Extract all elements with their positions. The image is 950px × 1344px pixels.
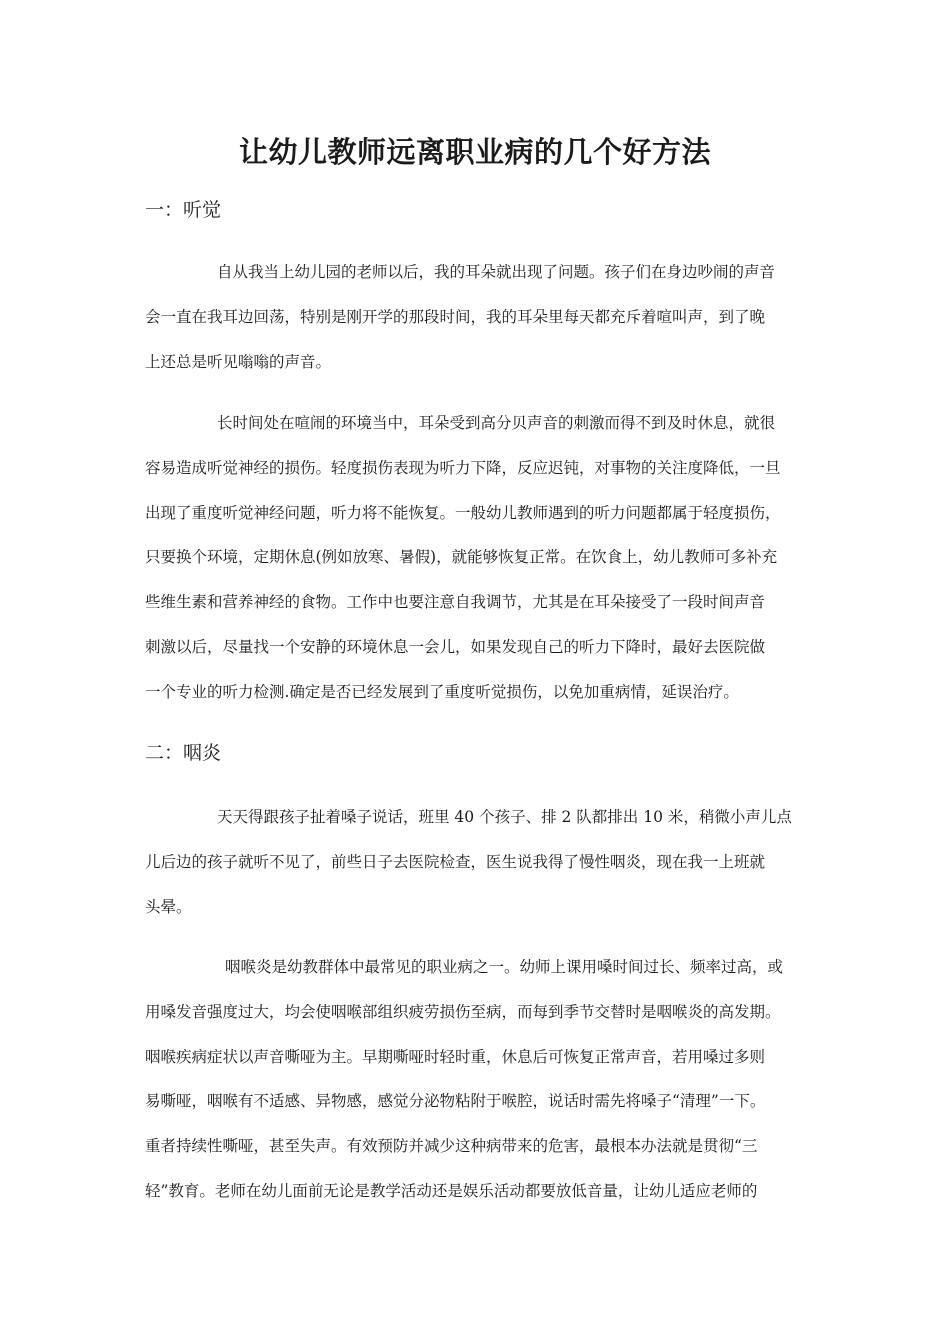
text-line: 天天得跟孩子扯着嗓子说话，班里 40 个孩子、排 2 队都排出 10 米，稍微小声儿点 <box>217 808 792 826</box>
text-line: 只要换个环境，定期休息(例如放寒、暑假)，就能够恢复正常。在饮食上，幼儿教师可多补充 <box>145 548 778 567</box>
paragraph-hearing-1 <box>145 250 817 384</box>
document-title: 让幼儿教师远离职业病的几个好方法 <box>238 135 711 169</box>
paragraph-hearing-2 <box>145 401 817 715</box>
section-heading-hearing: 一：听觉 <box>145 199 222 221</box>
text-line: 出现了重度听觉神经问题，听力将不能恢复。一般幼儿教师遇到的听力问题都属于轻度损伤， <box>145 503 781 522</box>
text-line: 自从我当上幼儿园的老师以后，我的耳朵就出现了问题。孩子们在身边吵闹的声音 <box>217 263 776 281</box>
text-line: 易嘶哑，咽喉有不适感、异物感，感觉分泌物粘附于喉腔，说话时需先将嗓子“清理”一下。 <box>145 1092 766 1111</box>
text-line: 上还总是听见嗡嗡的声音。 <box>145 352 332 371</box>
text-line: 咽喉疾病症状以声音嘶哑为主。早期嘶哑时轻时重，休息后可恢复正常声音，若用嗓过多则 <box>145 1047 766 1066</box>
text-line: 轻”教育。老师在幼儿面前无论是教学活动还是娱乐活动都要放低音量，让幼儿适应老师的 <box>145 1181 758 1200</box>
text-line: 刺激以后，尽量找一个安静的环境休息一会儿，如果发现自己的听力下降时，最好去医院做 <box>145 637 766 656</box>
text-line: 些维生素和营养神经的食物。工作中也要注意自我调节，尤其是在耳朵接受了一段时间声音 <box>145 593 766 612</box>
text-line: 用嗓发音强度过大，均会使咽喉部组织疲劳损伤至病，而每到季节交替时是咽喉炎的高发期。 <box>145 1002 781 1021</box>
text-line: 会一直在我耳边回荡，特别是刚开学的那段时间，我的耳朵里每天都充斥着喧叫声，到了晚 <box>145 307 766 326</box>
text-line: 一个专业的听力检测.确定是否已经发展到了重度听觉损伤，以免加重病情，延误治疗。 <box>145 682 739 701</box>
text-line: 重者持续性嘶哑，甚至失声。有效预防并减少这种病带来的危害，最根本办法就是贯彻“三 <box>145 1137 758 1156</box>
text-line: 咽喉炎是幼教群体中最常见的职业病之一。幼师上课用嗓时间过长、频率过高，或 <box>225 958 784 976</box>
text-line: 儿后边的孩子就听不见了，前些日子去医院检查，医生说我得了慢性咽炎，现在我一上班就 <box>145 852 766 871</box>
text-line: 头晕。 <box>145 897 192 916</box>
paragraph-pharyngitis-1 <box>145 795 817 929</box>
section-heading-pharyngitis: 二：咽炎 <box>145 742 222 764</box>
text-line: 长时间处在喧闹的环境当中，耳朵受到高分贝声音的刺激而得不到及时休息，就很 <box>217 414 776 432</box>
paragraph-pharyngitis-2 <box>145 945 817 1214</box>
text-line: 容易造成听觉神经的损伤。轻度损伤表现为听力下降，反应迟钝，对事物的关注度降低，一旦 <box>145 458 781 477</box>
